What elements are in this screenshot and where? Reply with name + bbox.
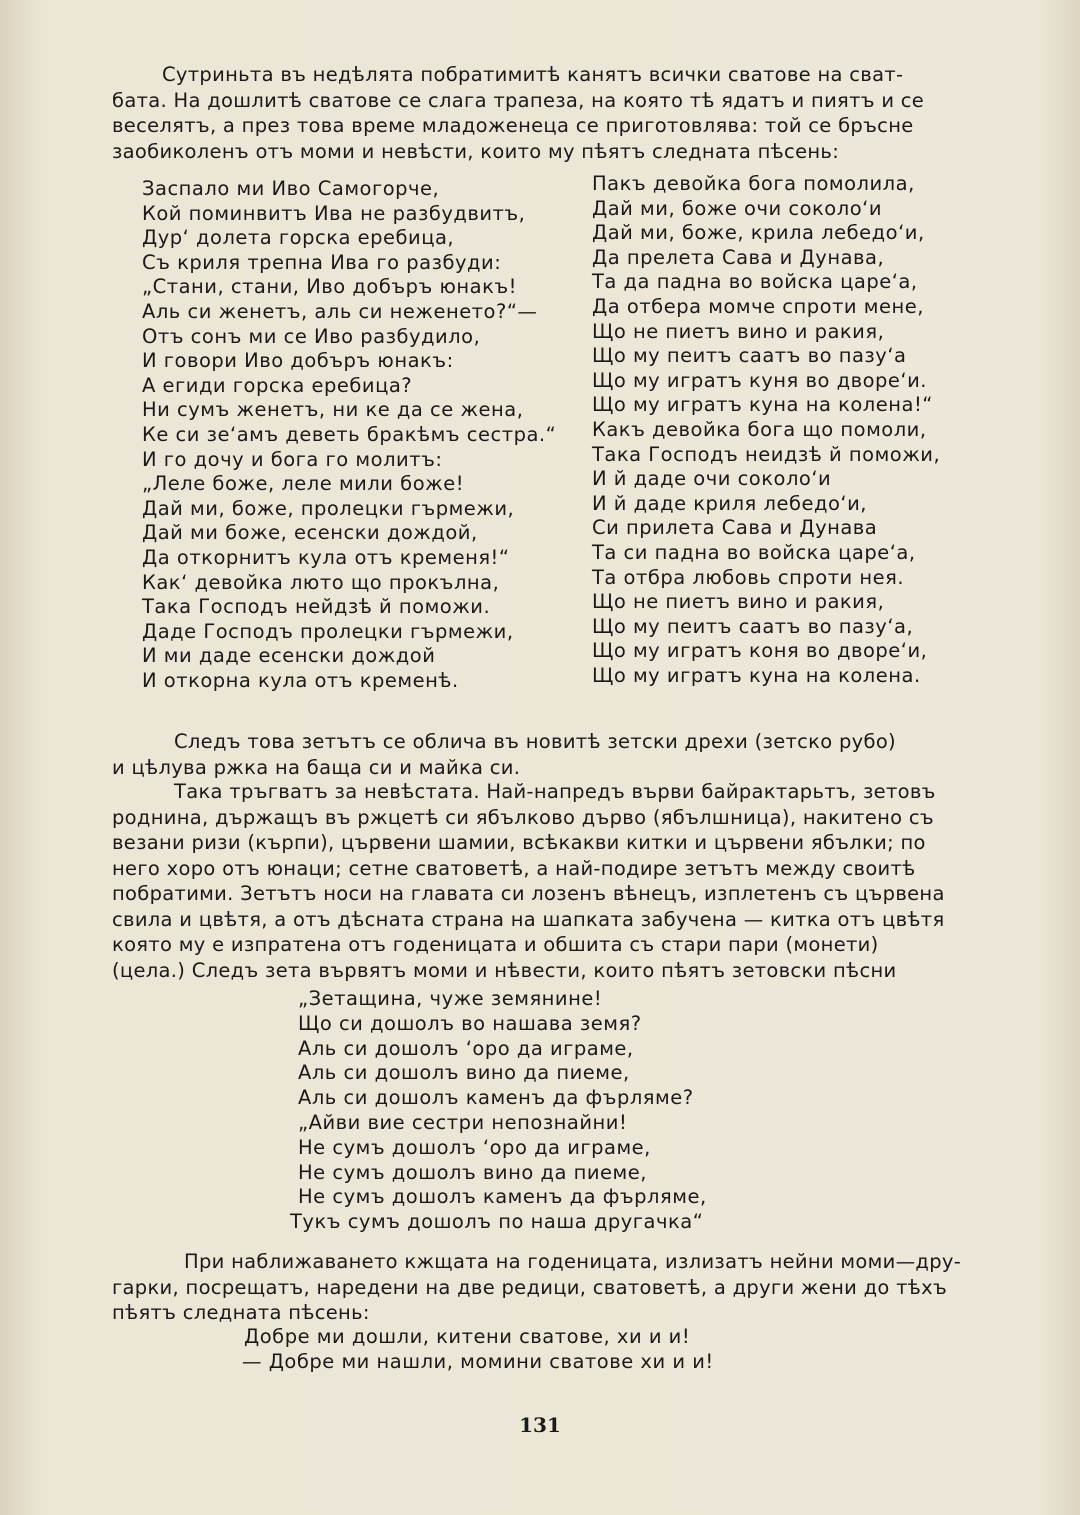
verse-line: Кой поминвитъ Ива не разбудвитъ, xyxy=(142,201,526,225)
verse-line: „Айви вие сестри непознайни! xyxy=(298,1110,628,1134)
paragraph-procession xyxy=(112,779,1018,983)
verse-line: Съ криля трепна Ива го разбуди: xyxy=(142,250,502,274)
verse-line: Така Господъ нейдзѣ й поможи. xyxy=(142,595,491,619)
verse-line: Що му игратъ куна на колена. xyxy=(592,663,921,687)
verse-line: Ни сумъ женетъ, ни ке да се жена, xyxy=(142,398,524,422)
verse-line: Какъ девойка бога що помоли, xyxy=(592,417,927,441)
verse-line: Добре ми дошли, китени сватове, хи и и! xyxy=(244,1325,691,1348)
verse-line: Та отбра любовь спроти нея. xyxy=(592,565,905,589)
verse-line: Аль си женетъ, аль си неженето?“— xyxy=(142,299,538,323)
verse-line: Дур‘ долета горска еребица, xyxy=(142,226,455,250)
verse-line: И откорна кула отъ кременѣ. xyxy=(142,668,459,692)
text-line: Така тръгватъ за невѣстата. Най-напредъ върви байрактарьтъ, зетовъ xyxy=(174,780,936,803)
verse-line: Да прелета Сава и Дунава, xyxy=(592,245,885,269)
intro-paragraph xyxy=(112,62,1018,164)
page-number: 131 xyxy=(519,1413,561,1437)
verse-line: Дай ми боже, есенски дождой, xyxy=(142,521,478,545)
verse-line: Така Господъ неидзѣ й поможи, xyxy=(592,442,941,466)
text-line: която му е изпратена отъ годеницата и обшита съ стари пари (монети) xyxy=(112,933,879,956)
song-welcome xyxy=(242,1325,714,1375)
verse-line: Да отбера момче спроти мене, xyxy=(592,294,924,318)
text-line: побратими. Зетътъ носи на главата си лозенъ вѣнецъ, изплетенъ съ цървена xyxy=(112,882,945,905)
verse-line: И й даде очи соколо‘и xyxy=(592,467,832,491)
verse-line: Даде Господъ пролецки гърмежи, xyxy=(142,619,514,643)
verse-line: „Леле боже, леле мили боже! xyxy=(142,472,465,496)
verse-line: Що си дошолъ во нашава земя? xyxy=(298,1011,642,1035)
verse-line: Дай ми, боже, пролецки гърмежи, xyxy=(142,496,515,520)
verse-line: Що не пиетъ вино и ракия, xyxy=(592,319,885,343)
text-line: При наближаването кжщата на годеницата, излизатъ нейни моми—дру- xyxy=(184,1250,962,1273)
text-line: пѣятъ следната пѣсень: xyxy=(112,1301,370,1324)
verse-line: Си прилета Сава и Дунава xyxy=(592,516,878,540)
verse-line: — Добре ми нашли, момини сватове хи и и! xyxy=(242,1349,714,1373)
text-line: роднина, държащъ въ ржцетѣ си ябълково дърво (ябълшница), накитено съ xyxy=(112,805,935,829)
verse-line: Та да падна во войска царе‘а, xyxy=(592,270,918,294)
text-line: свила и цвѣтя, а отъ дѣсната страна на шапката забучена — китка отъ цвѣтя xyxy=(112,907,945,931)
verse-line: Заспало ми Иво Самогорче, xyxy=(142,177,440,200)
verse-line: Що му пеитъ саатъ во пазу‘а, xyxy=(592,614,914,638)
verse-line: Що му игратъ куня во дворе‘и. xyxy=(592,368,927,392)
verse-line: Та си падна во войска царе‘а, xyxy=(592,540,916,564)
verse-line: Що не пиетъ вино и ракия, xyxy=(592,590,885,614)
verse-line: Не сумъ дошолъ вино да пиеме, xyxy=(298,1160,647,1184)
verse-line: И го дочу и бога го молитъ: xyxy=(142,447,443,471)
paragraph-bride-house xyxy=(112,1249,1018,1326)
verse-line: И ми даде есенски дождой xyxy=(142,644,436,668)
song-left-column xyxy=(142,177,556,693)
paragraph-groom-dress xyxy=(112,729,1018,780)
text-line: Сутриньта въ недѣлята побратимитѣ канятъ всички сватове на сват- xyxy=(162,63,904,86)
verse-line: „Зетащина, чуже земянине! xyxy=(298,987,603,1010)
text-line: него хоро отъ юнаци; сетне сватоветѣ, а най-подире зетътъ между своитѣ xyxy=(112,856,916,880)
verse-line: Дай ми, боже очи соколо‘и xyxy=(592,196,883,220)
verse-line: И й даде криля лебедо‘и, xyxy=(592,491,867,515)
verse-line: А егиди горска еребица? xyxy=(142,373,413,397)
song-groom xyxy=(290,987,707,1235)
verse-line: Що му пеитъ саатъ во пазу‘а xyxy=(592,344,907,368)
verse-line: Отъ сонъ ми се Иво разбудило, xyxy=(142,324,481,348)
verse-line: Що му игратъ коня во дворе‘и, xyxy=(592,639,928,663)
verse-line: Ке си зе‘амъ деветь бракѣмъ сестра.“ xyxy=(142,422,557,446)
verse-line: Не сумъ дошолъ ‘оро да играме, xyxy=(298,1135,651,1159)
text-line: везани ризи (кърпи), цървени шамии, всѣкакви китки и цървени ябълки; по xyxy=(112,831,926,854)
text-line: заобиколенъ отъ моми и невѣсти, които му пѣятъ следната пѣсень: xyxy=(112,139,840,163)
verse-line: Аль си дошолъ ‘оро да играме, xyxy=(298,1036,634,1060)
verse-line: Да откорнитъ кула отъ кременя!“ xyxy=(142,545,510,569)
song-right-column xyxy=(592,172,940,688)
verse-line: „Стани, стани, Иво добъръ юнакъ! xyxy=(142,275,517,299)
verse-line: Що му игратъ куна на колена!“ xyxy=(592,393,933,417)
text-line: Следъ това зетътъ се облича въ новитѣ зетски дрехи (зетско рубо) xyxy=(174,730,896,753)
text-line: и цѣлува ржка на баща си и майка си. xyxy=(112,755,521,779)
text-line: бата. На дошлитѣ сватове се слага трапеза, на която тѣ ядатъ и пиятъ и се xyxy=(112,88,925,112)
verse-line: Аль си дошолъ каменъ да фърляме? xyxy=(298,1086,694,1110)
verse-line: Тукъ сумъ дошолъ по наша другачка“ xyxy=(290,1210,704,1234)
verse-line: Не сумъ дошолъ каменъ да фърляме, xyxy=(298,1185,707,1209)
verse-line: Дай ми, боже, крила лебедо‘и, xyxy=(592,221,925,245)
text-line: веселятъ, а през това време младоженеца се приготовлява: той се бръсне xyxy=(112,114,914,137)
verse-line: Как‘ девойка люто що прокълна, xyxy=(142,570,500,594)
text-line: гарки, посрещатъ, наредени на две редици, сватоветѣ, а други жени до тѣхъ xyxy=(112,1275,948,1299)
text-line: (цела.) Следъ зета вървятъ моми и нѣвести, които пѣятъ зетовски пѣсни xyxy=(112,958,897,982)
verse-line: Аль си дошолъ вино да пиеме, xyxy=(298,1061,630,1085)
verse-line: И говори Иво добъръ юнакъ: xyxy=(142,349,454,373)
verse-line: Пакъ девойка бога помолила, xyxy=(592,172,915,195)
